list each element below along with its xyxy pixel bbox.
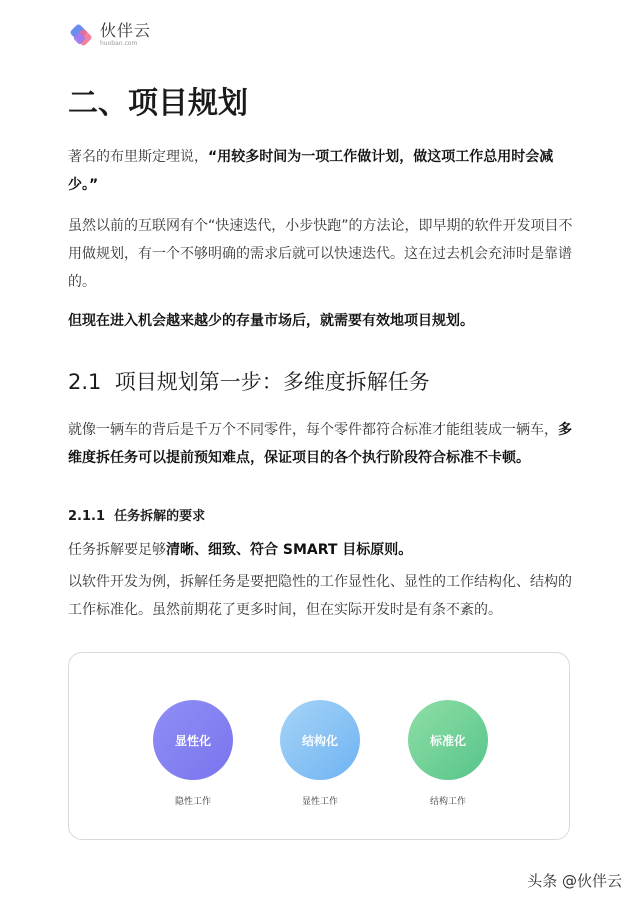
section-title: 项目规划第一步：多维度拆解任务 <box>114 370 430 394</box>
subsection-number: 2.1.1 <box>68 509 106 524</box>
circle-standardized: 标准化 <box>408 700 488 780</box>
label-implicit-work: 隐性工作 <box>174 797 211 807</box>
logo <box>68 22 151 48</box>
paragraph-iteration: 虽然以前的互联网有个“快速迭代，小步快跑”的方法论，即早期的软件开发项目不用做规划，有一个不够明确的需求后就可以快速迭代。这在过去机会充沛时是靠谱的。 <box>68 218 573 290</box>
requirements-bold: 清晰、细致、符合 SMART 目标原则。 <box>166 542 413 558</box>
subsection-title: 任务拆解的要求 <box>114 509 206 524</box>
paragraph-bliss-law <box>68 143 573 199</box>
car-analogy-text: 就像一辆车的背后是千万个不同零件，每个零件都符合标准才能组装成一辆车， <box>68 422 558 438</box>
logo-icon <box>68 22 94 48</box>
bliss-quote: “用较多时间为一项工作做计划，做这项工作总用时会减少。” <box>68 149 554 193</box>
paragraph-requirements <box>68 536 573 564</box>
section-number: 2.1 <box>68 370 102 394</box>
watermark: 头条 @伙伴云 <box>527 872 622 890</box>
diagram-card <box>68 652 570 840</box>
paragraph-stock-market: 但现在进入机会越来越少的存量市场后，就需要有效地项目规划。 <box>68 313 474 329</box>
logo-name: 伙伴云 <box>100 21 152 40</box>
page-title: 二、项目规划 <box>68 86 248 121</box>
circle-structured: 结构化 <box>280 700 360 780</box>
label-explicit-work: 显性工作 <box>301 797 338 807</box>
paragraph-software-example: 以软件开发为例，拆解任务是要把隐性的工作显性化、显性的工作结构化、结构的工作标准化。虽然前期花了更多时间，但在实际开发时是有条不紊的。 <box>68 574 572 618</box>
circle-explicit: 显性化 <box>153 700 233 780</box>
car-analogy-bold: 多维度拆任务可以提前预知难点，保证项目的各个执行阶段符合标准不卡顿。 <box>68 422 572 466</box>
requirements-prefix: 任务拆解要足够 <box>68 542 166 558</box>
paragraph-car-analogy <box>68 416 573 472</box>
paragraph-prefix: 著名的布里斯定理说， <box>68 149 208 165</box>
label-structured-work: 结构工作 <box>429 797 466 807</box>
subsection-heading <box>68 505 205 524</box>
section-heading <box>68 366 430 396</box>
logo-url: huoban.com <box>100 40 138 47</box>
